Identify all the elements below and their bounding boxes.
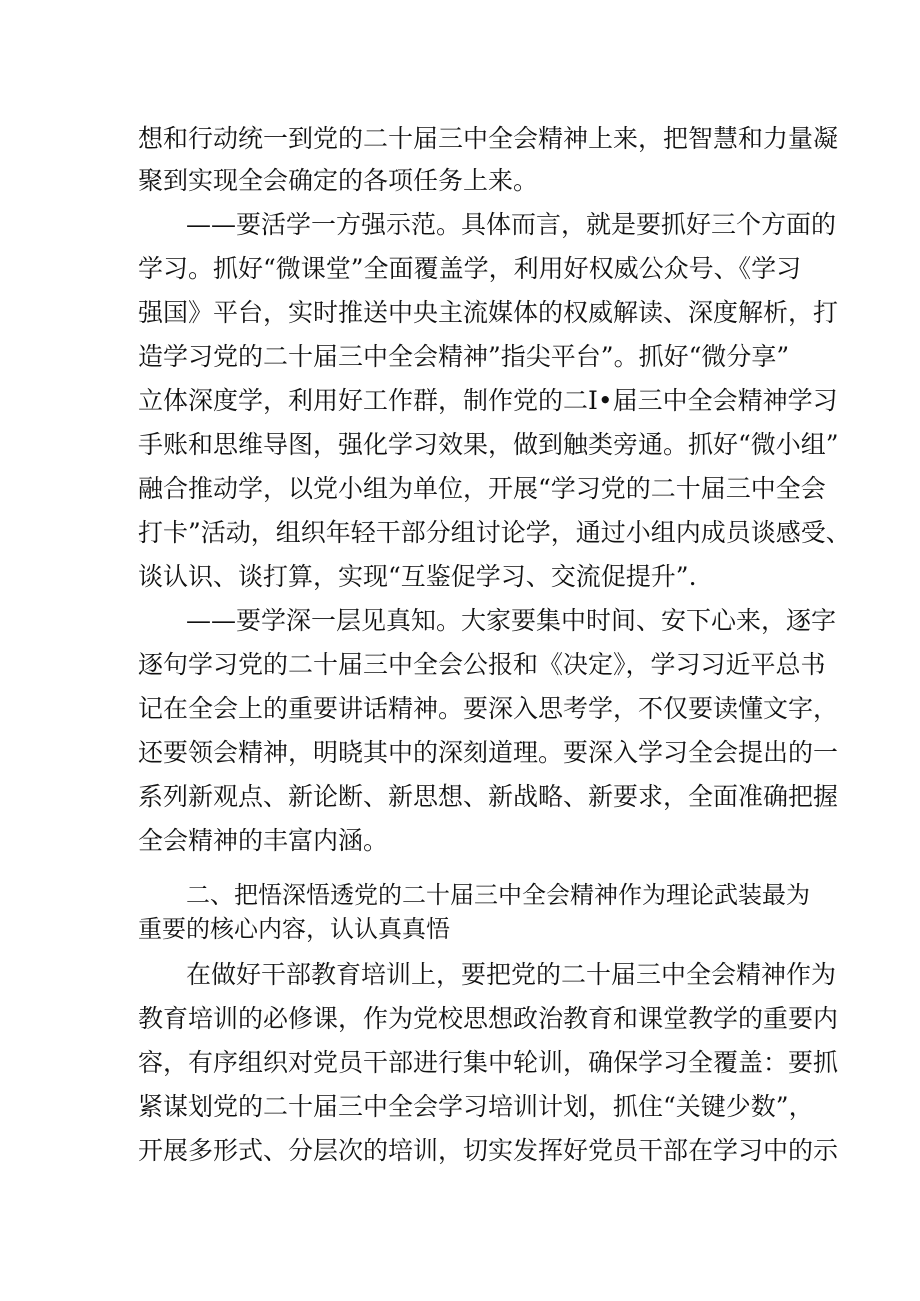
- text-line: 想和行动统一到党的二十届三中全会精神上来，把智慧和力量凝: [138, 124, 839, 153]
- text-line: 系列新观点、新论断、新思想、新战略、新要求，全面准确把握: [138, 782, 839, 811]
- paragraph-start-line: ——要学深一层见真知。大家要集中时间、安下心来，逐字: [186, 606, 837, 635]
- text-line: 紧谋划党的二十届三中全会学习培训计划，抓住“关键少数”，: [138, 1092, 814, 1121]
- text-line: 学习。抓好“微课堂”全面覆盖学，利用好权威公众号、《学习: [138, 254, 802, 283]
- text-line: 容，有序组织对党员干部进行集中轮训，确保学习全覆盖：要抓: [138, 1048, 839, 1077]
- text-line: 融合推动学，以党小组为单位，开展“学习党的二十届三中全会: [138, 474, 826, 503]
- text-line: 记在全会上的重要讲话精神。要深入思考学，不仅要读懂文字，: [138, 694, 839, 723]
- text-line: 手账和思维导图，强化学习效果，做到触类旁通。抓好“微小组”: [138, 430, 839, 459]
- text-line: 全会精神的丰富内涵。: [138, 826, 389, 855]
- text-line: 教育培训的必修课，作为党校思想政治教育和课堂教学的重要内: [138, 1004, 839, 1033]
- section-heading-continued: 重要的核心内容，认认真真悟: [138, 915, 450, 943]
- paragraph-start-line: 在做好干部教育培训上，要把党的二十届三中全会精神作为: [186, 960, 837, 989]
- text-line: 开展多形式、分层次的培训，切实发挥好党员干部在学习中的示: [138, 1136, 839, 1165]
- paragraph-start-line: ——要活学一方强示范。具体而言，就是要抓好三个方面的: [186, 210, 837, 239]
- text-line: 强国》平台，实时推送中央主流媒体的权威解读、深度解析，打: [138, 298, 839, 327]
- text-line: 立体深度学，利用好工作群，制作党的二I•届三中全会精神学习: [138, 386, 838, 415]
- text-line: 聚到实现全会确定的各项任务上来。: [138, 166, 539, 195]
- text-line: 谈认识、谈打算，实现“互鉴促学习、交流促提升”.: [138, 562, 697, 591]
- text-line: 逐句学习党的二十届三中全会公报和《决定》，学习习近平总书: [138, 650, 826, 679]
- section-heading: 二、把悟深悟透党的二十届三中全会精神作为理论武装最为: [186, 881, 810, 909]
- text-line: 打卡”活动，组织年轻干部分组讨论学，通过小组内成员谈感受、: [138, 518, 851, 547]
- text-line: 造学习党的二十届三中全会精神”指尖平台”。抓好“微分享”: [138, 342, 790, 371]
- text-line: 还要领会精神，明晓其中的深刻道理。要深入学习全会提出的一: [138, 738, 839, 767]
